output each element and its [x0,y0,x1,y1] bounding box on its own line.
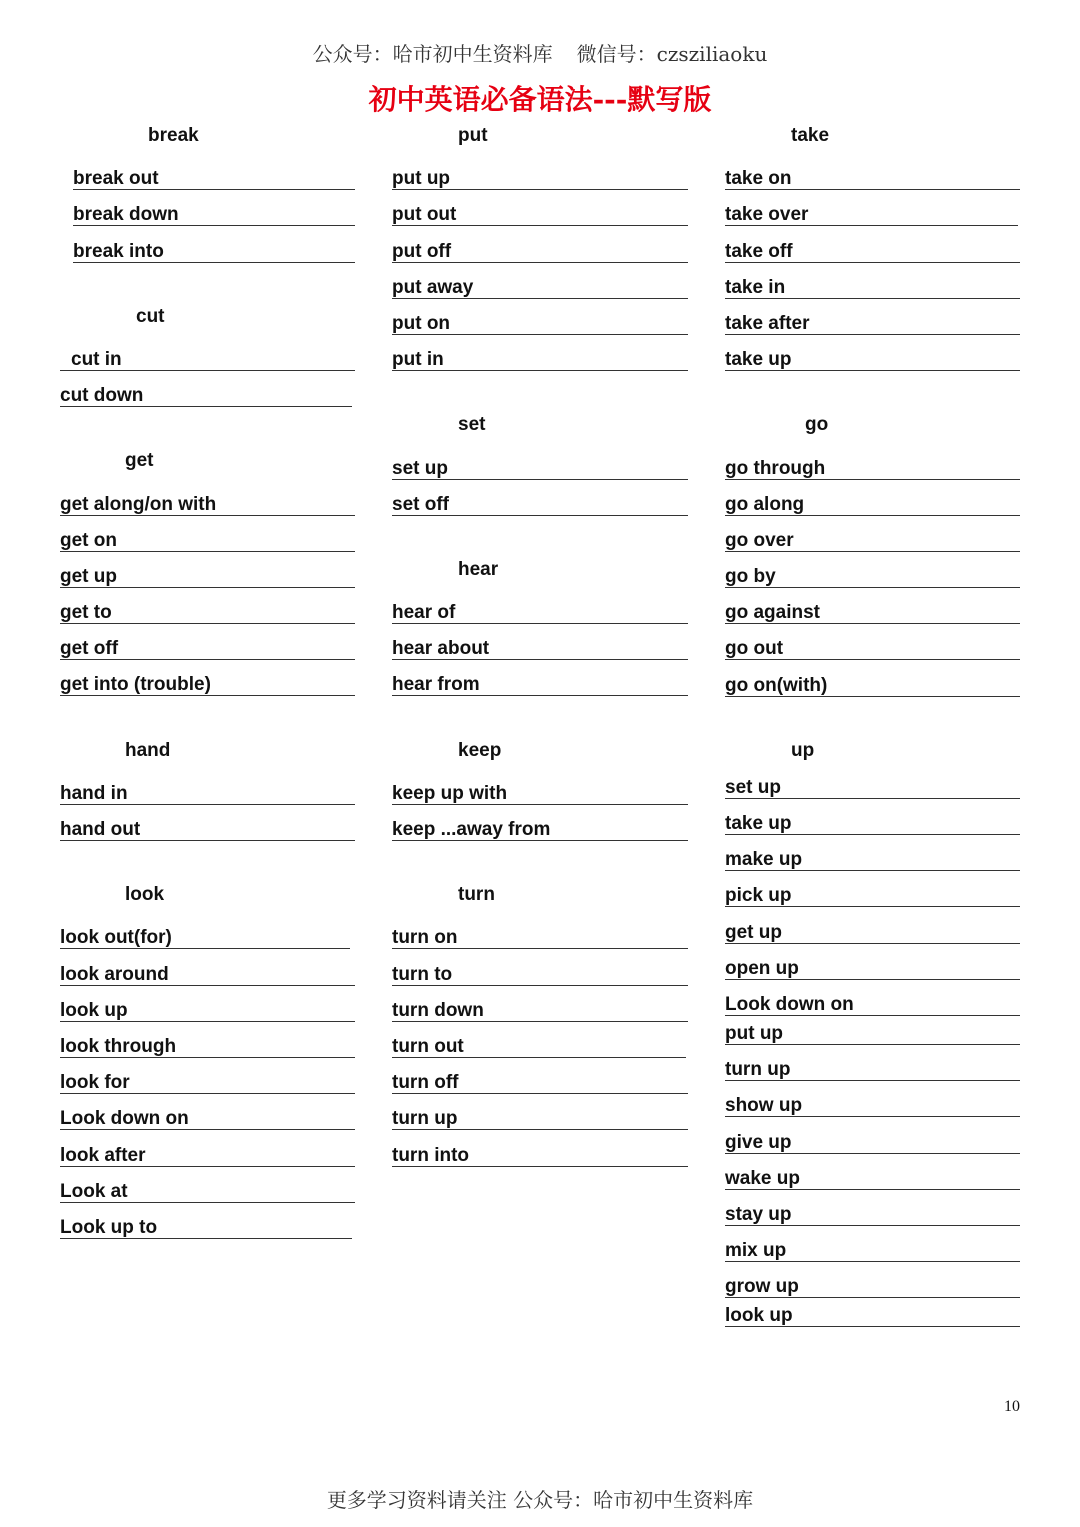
phrase-line [60,769,355,805]
group-title-turn: turn [458,884,495,906]
phrase-text: turn up [725,1059,791,1081]
phrase-line [725,335,1020,371]
phrase-text: grow up [725,1276,799,1298]
phrase-line [392,1094,688,1130]
phrase-text: go against [725,602,821,624]
phrase-line [392,913,688,949]
phrase-text: take after [725,312,810,334]
phrase-text: Look down on [60,1108,189,1130]
phrase-text: turn out [392,1035,464,1057]
phrase-text: set up [725,776,781,798]
group-title-keep: keep [458,739,502,761]
phrase-line [725,1298,1020,1327]
phrase-line [725,835,1020,871]
phrase-text: take up [725,813,792,834]
phrase-line [725,944,1020,980]
phrase-text: get to [60,602,112,624]
phrase-text: hand in [60,782,128,804]
phrase-line [725,871,1020,907]
phrase-line [60,805,355,841]
phrase-line [725,624,1020,660]
phrase-text: put up [725,1022,784,1044]
phrase-line [60,986,355,1022]
phrase-text: put off [392,240,452,262]
phrase-line [392,769,688,805]
phrase-line [392,588,688,624]
phrase-line [725,907,1020,943]
phrase-text: hear from [392,674,480,696]
phrase-text: keep ...away from [392,819,551,840]
phrase-line [60,913,350,949]
phrase-text: go over [725,529,794,551]
phrase-text: set off [392,493,449,515]
phrase-line [392,190,688,226]
phrase-line [725,1016,1020,1045]
phrase-line [725,588,1020,624]
phrase-text: Look down on [725,993,854,1015]
phrase-text: get along/on with [60,493,217,515]
phrase-line [60,1167,355,1203]
phrase-line [392,1058,688,1094]
group-title-put: put [458,125,488,146]
phrase-line [725,299,1020,335]
phrase-line [60,1130,355,1166]
phrase-line [725,190,1018,226]
account-label: 公众号：哈市初中生资料库 [312,42,553,66]
phrase-line [725,516,1020,552]
group-title-cut: cut [136,305,165,327]
phrase-text: open up [725,957,799,979]
phrase-text: turn down [392,999,484,1021]
phrase-text: look up [60,999,128,1021]
phrase-text: hand out [60,819,141,840]
phrase-text: get off [60,638,119,660]
group-title-go: go [805,414,829,436]
phrase-line [60,479,355,515]
phrase-line [73,190,355,226]
phrase-text: wake up [725,1167,800,1189]
phrase-text: look through [60,1035,177,1057]
phrase-text: pick up [725,885,792,907]
phrase-line [392,986,688,1022]
column-1 [60,118,355,1239]
phrase-line [60,660,355,696]
phrase-line [725,154,1020,190]
phrase-line [60,1022,355,1058]
phrase-line [725,226,1020,262]
wechat-label: 微信号：czsziliaoku [576,42,768,66]
phrase-text: put on [392,312,451,334]
phrase-line [392,949,688,985]
phrase-line [392,805,688,841]
phrase-line [60,552,355,588]
phrase-line [392,299,688,335]
phrase-text: cut in [71,348,122,370]
phrase-line [725,1081,1020,1117]
phrase-text: go on(with) [725,674,828,696]
phrase-line [725,480,1020,516]
phrase-line [392,154,688,190]
phrase-text: turn off [392,1072,459,1094]
phrase-text: keep up with [392,782,508,804]
phrase-line [725,799,1020,835]
phrase-text: get up [60,565,117,587]
phrase-line [60,1058,355,1094]
phrase-line [725,769,1020,799]
phrase-text: turn on [392,927,458,949]
phrase-line [392,443,688,479]
phrase-line [725,1262,1020,1298]
phrase-text: go through [725,457,826,479]
phrase-line [725,1226,1020,1262]
phrase-line [60,516,355,552]
phrase-line [392,480,688,516]
phrase-text: put away [392,276,474,298]
phrase-line [60,624,355,660]
phrase-text: show up [725,1095,803,1117]
phrase-line [73,154,355,190]
phrase-text: take up [725,349,792,371]
phrase-line [725,1190,1020,1226]
phrase-line [725,443,1020,479]
phrase-text: get up [725,921,782,943]
phrase-line [392,660,688,696]
phrase-text: stay up [725,1203,792,1225]
phrase-line [60,1203,352,1239]
phrase-line [60,335,355,371]
phrase-text: make up [725,849,803,871]
phrase-text: get into (trouble) [60,674,211,696]
phrase-text: turn up [392,1108,458,1130]
column-3 [725,118,1020,1327]
phrase-line [392,624,688,660]
phrase-text: turn into [392,1144,470,1166]
phrase-line [60,949,355,985]
phrase-text: set up [392,457,448,479]
phrase-text: put out [392,204,457,226]
phrase-text: take off [725,240,793,262]
phrase-line [725,552,1020,588]
phrase-text: Look at [60,1180,128,1202]
phrase-line [725,980,1020,1016]
phrase-text: look for [60,1072,130,1094]
page-footer: 更多学习资料请关注 公众号：哈市初中生资料库 [326,1488,754,1512]
group-title-break: break [148,125,199,146]
phrase-text: look out(for) [60,927,172,949]
phrase-line [392,1022,686,1058]
phrase-line [60,371,352,407]
group-title-set: set [458,414,486,436]
phrase-text: look around [60,963,169,985]
page-title: 初中英语必备语法---默写版 [368,83,712,116]
group-title-take: take [791,125,830,146]
column-2 [392,118,688,1167]
phrase-text: cut down [60,385,144,407]
phrase-text: hear of [392,602,456,624]
phrase-line [725,1154,1020,1190]
phrase-text: break out [73,168,159,190]
group-title-look: look [125,884,165,906]
phrase-line [725,263,1020,299]
group-title-hand: hand [125,739,171,761]
phrase-text: go along [725,493,805,515]
phrase-text: break down [73,204,179,226]
phrase-text: look after [60,1144,146,1166]
phrase-line [392,335,688,371]
phrase-text: take over [725,204,809,226]
phrase-line [392,263,688,299]
page-number: 10 [1004,1398,1020,1415]
phrase-line [73,226,355,262]
page-header [0,38,1080,67]
phrase-text: put up [392,168,451,190]
phrase-text: go by [725,566,776,588]
phrase-line [60,588,355,624]
phrase-line [392,226,688,262]
phrase-line [60,1094,355,1130]
phrase-text: put in [392,349,444,371]
phrase-line [725,1045,1020,1081]
phrase-line [725,660,1020,696]
phrase-text: give up [725,1131,792,1153]
phrase-text: take in [725,276,786,298]
phrase-text: get on [60,529,117,551]
phrase-text: hear about [392,638,490,660]
phrase-text: take on [725,168,792,190]
phrase-text: Look up to [60,1216,158,1238]
phrase-text: turn to [392,963,453,985]
group-title-hear: hear [458,558,499,580]
group-title-up: up [791,739,815,761]
group-title-get: get [125,450,154,472]
phrase-text: go out [725,638,784,660]
phrase-line [392,1130,688,1166]
phrase-text: mix up [725,1240,787,1262]
phrase-line [725,1117,1020,1153]
phrase-text: look up [725,1305,793,1327]
phrase-text: break into [73,240,164,262]
